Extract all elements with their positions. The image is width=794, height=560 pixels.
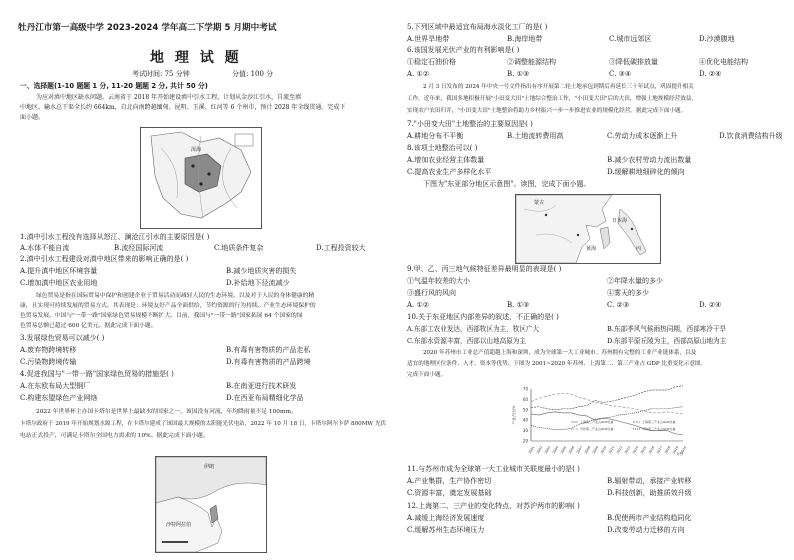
q2-option-d[interactable]: D.补给地下径流减少 <box>226 279 290 287</box>
chart-x-tick-label: 2007 <box>575 445 584 455</box>
q12-option-d[interactable]: D.改变劳动力迁移的方向 <box>607 526 685 534</box>
q6-stem: 6.该国发展光伏产业的有利影响是( ) <box>407 46 520 54</box>
q8-option-d[interactable]: D.缓解耕地细碎化的倾向 <box>607 168 685 176</box>
chart-x-tick-label: 2010 <box>599 445 608 455</box>
chart-series-line-3 <box>531 393 683 414</box>
q12-option-c[interactable]: C.缓解苏州生态环境压力 <box>407 526 485 534</box>
q11-option-d[interactable]: D.科技创新，助推质效升级 <box>607 489 692 497</box>
map1-lake-label: 洱海 <box>191 147 202 153</box>
chart-x-tick-label: 2003 <box>543 445 552 455</box>
industry-share-chart <box>509 383 689 459</box>
chart-y-tick-label: 40 <box>522 417 528 423</box>
q11-stem: 11.与苏州市成为全球第一大工业城市关联度最小的是( ) <box>407 465 580 473</box>
chart-x-tick-label: 2020 <box>679 445 688 455</box>
q6-item-3: ③降低碳排放量 <box>609 58 658 66</box>
q3-option-b[interactable]: B.有毒有害物质的产品走私 <box>226 346 311 354</box>
chart-y-tick-label: 30 <box>522 428 528 434</box>
q9-item-3: ③盛行风的风向 <box>407 289 456 297</box>
q4-option-a[interactable]: A.在东欧布局大型钢厂 <box>20 382 91 390</box>
q6-option-c[interactable]: C. ③④ <box>609 70 632 78</box>
q7-option-d[interactable]: D.饮食消费结构升级 <box>719 132 783 140</box>
chart-x-tick-label: 2004 <box>551 445 560 455</box>
chart-series-line-2 <box>531 386 683 410</box>
q3-stem: 3.发展绿色贸易可以减少( ) <box>20 334 105 342</box>
q8-option-c[interactable]: C.提高农业生产多样化水平 <box>407 168 492 176</box>
q7-stem: 7."小田变大田"土地整治的主要原因是( ) <box>407 120 533 128</box>
chart-x-tick-label: 2016 <box>647 445 656 455</box>
q12-option-b[interactable]: B.促使两市产业结构趋同化 <box>607 514 692 522</box>
q9-item-4: ④雾天的多少 <box>607 289 649 297</box>
subject-title: 地 理 试 题 <box>150 50 242 66</box>
q9-item-2: ②年降水量的多少 <box>607 277 663 285</box>
q10-option-a[interactable]: A.东部工农业发达，西部牧区为主，牧区广大 <box>407 325 540 333</box>
exam-title: 牡丹江市第一高级中学 2023-2024 学年高二下学期 5 月期中考试 <box>18 23 277 33</box>
chart-x-tick-label: 2012 <box>615 445 624 455</box>
chart-x-axis-label: 年份 <box>676 452 683 456</box>
q11-option-c[interactable]: C.资源丰富，奠定发展基础 <box>407 489 492 497</box>
passage4-line-3: 实现农户农田归并，"小田变大田"土地整治将助力乡村振兴一步一步推进农业的规模化经营。据此完成下面小题。 <box>407 108 687 114</box>
q2-option-b[interactable]: B.减少地质灾害的损失 <box>226 267 297 275</box>
passage2-line-1: 绿色贸易是指在国际贸易中保护和创建企业于贸易活动而减轻人民的生态环境。以及对于人民的身体健康的精 <box>36 293 315 299</box>
q7-option-a[interactable]: A.耕地分布不平衡 <box>407 132 464 140</box>
q12-stem: 12.上海第二、三产业的变化特点，对苏沪两市的影响( ) <box>407 502 580 510</box>
passage2-line-2: 康，且实现可持续发展的贸易方式。其表现是：环境友好产品全面供给，节约资源的行为持续、产业生态环境保护的 <box>20 303 316 309</box>
map3-label-mongolia: 蒙古 <box>534 200 545 206</box>
q1-option-d[interactable]: D.工程投资较大 <box>316 244 366 252</box>
passage2-line-3: 色贸易发展。中国与"一带一路"国家绿色贸易规模不断扩大。目前，我国与"一带一路"国家拓展 64 个国家的绿 <box>20 313 303 319</box>
q6-option-a[interactable]: A. ①② <box>407 70 430 78</box>
q4-option-d[interactable]: D.在西亚布局精细化学品 <box>226 394 304 402</box>
chart-x-tick-label: 2019 <box>671 445 680 455</box>
chart-x-tick-label: 2005 <box>559 445 568 455</box>
q6-item-2: ②调整能源结构 <box>507 58 556 66</box>
intro-line-1: 为应对滇中地区缺水问题，云南省于 2018 年开始建设滇中引水工程，计划从金沙江引水，自流至滇 <box>36 94 302 101</box>
passage2-line-4: 色贸易总额已超过 600 亿美元。据此完成下面小题。 <box>20 323 157 329</box>
map2-label-saudi: 沙特阿拉伯 <box>166 522 192 528</box>
q2-option-c[interactable]: C.增加滇中地区农业用地 <box>20 279 98 287</box>
q10-option-d[interactable]: D.东部平原丘陵为主，西部高原山地为主 <box>607 337 727 345</box>
q6-item-4: ④优化电能结构 <box>699 58 748 66</box>
chart-x-tick-label: 2009 <box>591 445 600 455</box>
q5-option-d[interactable]: D.沙漠腹地 <box>699 35 735 43</box>
chart-legend-label: 上海第二产业占GDP比重 <box>580 420 614 424</box>
q4-option-b[interactable]: B.在南亚进行技术研发 <box>226 382 297 390</box>
map3-caption: 下图为"东亚部分地区示意图"。读图，完成下面小题。 <box>423 180 591 188</box>
passage5-line-1: 2020 年苏州市工业总产值超越上海和深圳，成为全球第一大工业城市。苏州拥有完整的工业产业链体系，以及 <box>423 350 697 356</box>
passage5-line-3: 完成下面小题。 <box>407 372 447 378</box>
right-column <box>397 0 794 560</box>
q5-option-c[interactable]: C.城市远郊区 <box>609 35 652 43</box>
chart-y-tick-label: 50 <box>522 407 528 413</box>
passage3-line-2: 卡塔尔政府于 2019 年开始规划水源工程，在卡塔尔建成了该国最大规模的太阳能光伏电站，2022 年 10 月 18 日，卡塔尔阿尔卡萨 800MW 光伏 <box>20 421 387 427</box>
chart-x-tick-label: 2011 <box>607 445 616 455</box>
chart-x-tick-label: 2015 <box>639 445 648 455</box>
chart-x-tick-label: 2017 <box>655 445 664 455</box>
chart-legend-label: 苏州第二产业占GDP比重 <box>580 427 614 431</box>
q3-option-c[interactable]: C.污染物跨境传输 <box>20 358 77 366</box>
chart-legend-label: 苏州第三产业占GDP比重 <box>642 427 676 431</box>
chart-y-axis-label: 产业占比/% <box>512 405 516 425</box>
q10-option-c[interactable]: C.东部水资源丰富，西部以山地高原为主 <box>407 337 526 345</box>
q12-option-a[interactable]: A.减缓上海经济发展速度 <box>407 514 485 522</box>
chart-x-tick-label: 2006 <box>567 445 576 455</box>
q11-option-a[interactable]: A.产业集群，生产协作密切 <box>407 477 492 485</box>
map-qatar <box>155 456 267 553</box>
map-east-asia <box>515 194 661 264</box>
map3-label-yellow-sea: 黄海 <box>586 246 597 252</box>
q1-option-c[interactable]: C.地质条件复杂 <box>214 244 264 252</box>
q9-option-b[interactable]: B. ①③ <box>507 301 530 309</box>
q3-option-d[interactable]: D.有毒有害物质的产品跨境 <box>226 358 311 366</box>
q11-option-b[interactable]: B.辐射带动，承接产业转移 <box>607 477 692 485</box>
passage4-line-1: 2 月 3 日发布的 2024 年中央一号文件指出有序开展第二轮土地承包到期后再延长三十年试点，巩固提升相关 <box>423 84 694 90</box>
q7-option-c[interactable]: C.劳动力成本逐渐上升 <box>607 132 678 140</box>
chart-x-tick-label: 2002 <box>535 445 544 455</box>
exam-time: 考试时间: 75 分钟 <box>132 70 190 78</box>
q9-stem: 9.甲、乙、丙三地气候特征差异最明显的表现是( ) <box>407 265 562 273</box>
chart-y-tick-label: 70 <box>522 386 528 392</box>
q9-option-a[interactable]: A. ①② <box>407 301 430 309</box>
yunnan-map-graphic <box>141 128 261 228</box>
q10-option-b[interactable]: B.东部季风气候雨热同期，西部寒冷干旱 <box>607 325 727 333</box>
passage3-line-3: 电站正式投产，可满足卡塔尔全国电力需求的 10%。据此完成下面小题。 <box>20 433 209 439</box>
map-yunnan <box>140 127 262 229</box>
q9-option-c[interactable]: C. ②③ <box>607 301 630 309</box>
chart-y-tick-label: 20 <box>522 438 528 444</box>
chart-legend-label: 上海第三产业占GDP比重 <box>642 420 676 424</box>
chart-y-tick-label: 60 <box>522 396 528 402</box>
q1-option-b[interactable]: B.流经国际河流 <box>114 244 164 252</box>
q3-option-a[interactable]: A.废弃物跨境转移 <box>20 346 77 354</box>
q5-option-a[interactable]: A.世界旱地带 <box>407 35 450 43</box>
q5-option-b[interactable]: B.海岸地带 <box>507 35 543 43</box>
q1-stem: 1.滇中引水工程没有选择从怒江、澜沧江引水的主要原因是( ) <box>20 233 210 241</box>
q10-stem: 10.关于东亚地区内部差异的叙述，不正确的是( ) <box>407 313 559 321</box>
q6-item-1: ①稳定石油价格 <box>407 58 456 66</box>
chart-svg <box>509 383 689 459</box>
q9-item-1: ①气温年较差的大小 <box>407 277 470 285</box>
passage4-line-2: 工作。近年来，我国多地积极开展"小田变大田"土地综合整治工作，"小田变大田"后的大田，增强土地规模经营效益， <box>407 96 697 102</box>
q8-option-a[interactable]: A.增加农业经营主体数量 <box>407 156 485 164</box>
q5-stem: 5.下列区域中最适宜布局海水淡化工厂的是( ) <box>407 23 548 31</box>
map2-label-iran: 伊朗 <box>204 464 215 470</box>
q1-option-a[interactable]: A.水体不能自流 <box>20 244 70 252</box>
map3-label-sea-of-japan: 日本海 <box>612 218 628 224</box>
q6-option-d[interactable]: D. ②④ <box>699 70 722 78</box>
map3-label-bing: 丙 <box>636 246 642 252</box>
q4-option-c[interactable]: C.构建东盟绿色产业网络 <box>20 394 98 402</box>
q8-stem: 8.该项土地整治可以( ) <box>407 144 478 152</box>
q9-option-d[interactable]: D. ②④ <box>699 301 722 309</box>
q6-option-b[interactable]: B. ①③ <box>507 70 530 78</box>
q2-option-a[interactable]: A.提升滇中地区环境容量 <box>20 267 98 275</box>
intro-line-2: 中地区。输水总干渠全长约 664km，自北向南跨越缅甸、昆明、玉溪、红河等 6 个州市，预计 2028 年全线贯通。完成下 <box>20 104 346 111</box>
exam-score: 分值: 100 分 <box>232 70 274 78</box>
chart-x-tick-label: 2014 <box>631 445 640 455</box>
q2-stem: 2.滇中引水工程建设对滇中地区带来的影响正确的是( ) <box>20 255 189 263</box>
passage3-line-1: 2022 年世界杯主办国卡塔尔是世界上最缺水的国家之一，该国没有河流，年均降雨量不足 100mm。 <box>36 409 297 415</box>
q7-option-b[interactable]: B.土地流转费用高 <box>507 132 564 140</box>
chart-x-tick-label: 2013 <box>623 445 632 455</box>
chart-x-tick-label: 2018 <box>663 445 672 455</box>
q4-stem: 4.促进我国与"一带一路"国家绿色贸易的措施是( ) <box>20 370 174 378</box>
q8-option-b[interactable]: B.减少农村劳动力流出数量 <box>607 156 692 164</box>
passage5-line-2: 适宜的地理区位条件、人才、资本等优势。下图为 2001~2020 年苏州、上海第二、第三产业占 GDP 比重变化示意图。 <box>407 361 707 367</box>
intro-line-3: 面小题。 <box>20 114 45 121</box>
chart-x-tick-label: 2008 <box>583 445 592 455</box>
chart-x-tick-label: 2001 <box>527 445 536 455</box>
section-heading: 一、选择题(1-10 题题 1 分, 11-20 题题 2 分, 共计 50 分) <box>20 82 208 90</box>
